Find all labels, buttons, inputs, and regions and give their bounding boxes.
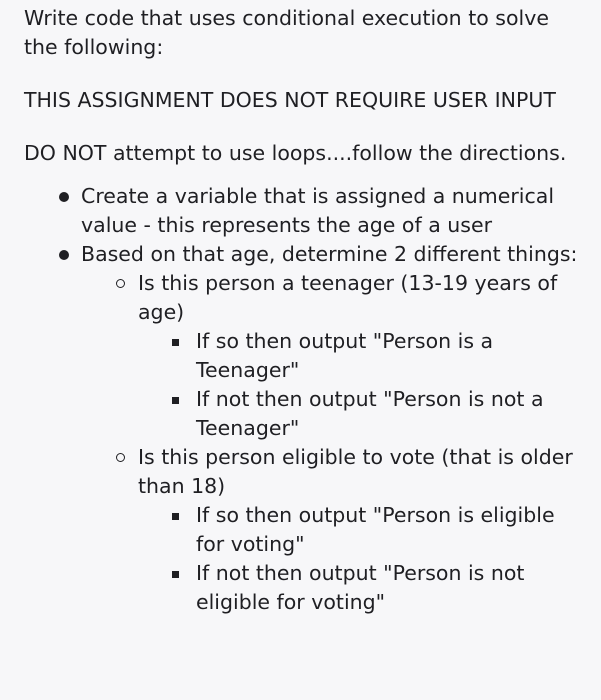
list-item	[81, 182, 583, 240]
square-bullet-icon	[172, 513, 179, 520]
sub-sub-list-item-text: If not then output "Person is not eligible for voting"	[196, 561, 525, 614]
hollow-bullet-icon	[116, 279, 125, 288]
sub-list-item	[138, 443, 583, 617]
sub-sub-list-item-text: If so then output "Person is a Teenager"	[196, 329, 494, 382]
sub-list-item-text: Is this person eligible to vote (that is older than 18)	[138, 445, 573, 498]
bullet-icon	[59, 192, 69, 202]
square-bullet-icon	[172, 397, 179, 404]
sub-sub-list-item-text: If not then output "Person is not a Teenager"	[196, 387, 544, 440]
square-bullet-icon	[172, 571, 179, 578]
square-bullet-icon	[172, 339, 179, 346]
sub-list-item	[138, 269, 583, 443]
list-item-text: Based on that age, determine 2 different things:	[81, 242, 578, 266]
sub-sub-list-item	[196, 559, 583, 617]
notice-text: THIS ASSIGNMENT DOES NOT REQUIRE USER INPUT	[24, 88, 556, 112]
sub-sub-list-item	[196, 501, 583, 559]
hollow-bullet-icon	[116, 453, 125, 462]
warning-text: DO NOT attempt to use loops....follow the directions.	[24, 141, 567, 165]
sub-sub-list	[138, 327, 583, 443]
list-item	[81, 240, 583, 617]
sub-sub-list-item	[196, 327, 583, 385]
list-item-text: Create a variable that is assigned a numerical value - this represents the age of a user	[81, 184, 555, 237]
sub-sub-list	[138, 501, 583, 617]
sub-sub-list-item-text: If so then output "Person is eligible for voting"	[196, 503, 555, 556]
intro-text: Write code that uses conditional execution to solve the following:	[24, 6, 549, 59]
sub-sub-list-item	[196, 385, 583, 443]
bullet-icon	[59, 250, 69, 260]
sub-list	[81, 269, 583, 617]
sub-list-item-text: Is this person a teenager (13-19 years of age)	[138, 271, 558, 324]
instructions-list	[24, 182, 583, 617]
